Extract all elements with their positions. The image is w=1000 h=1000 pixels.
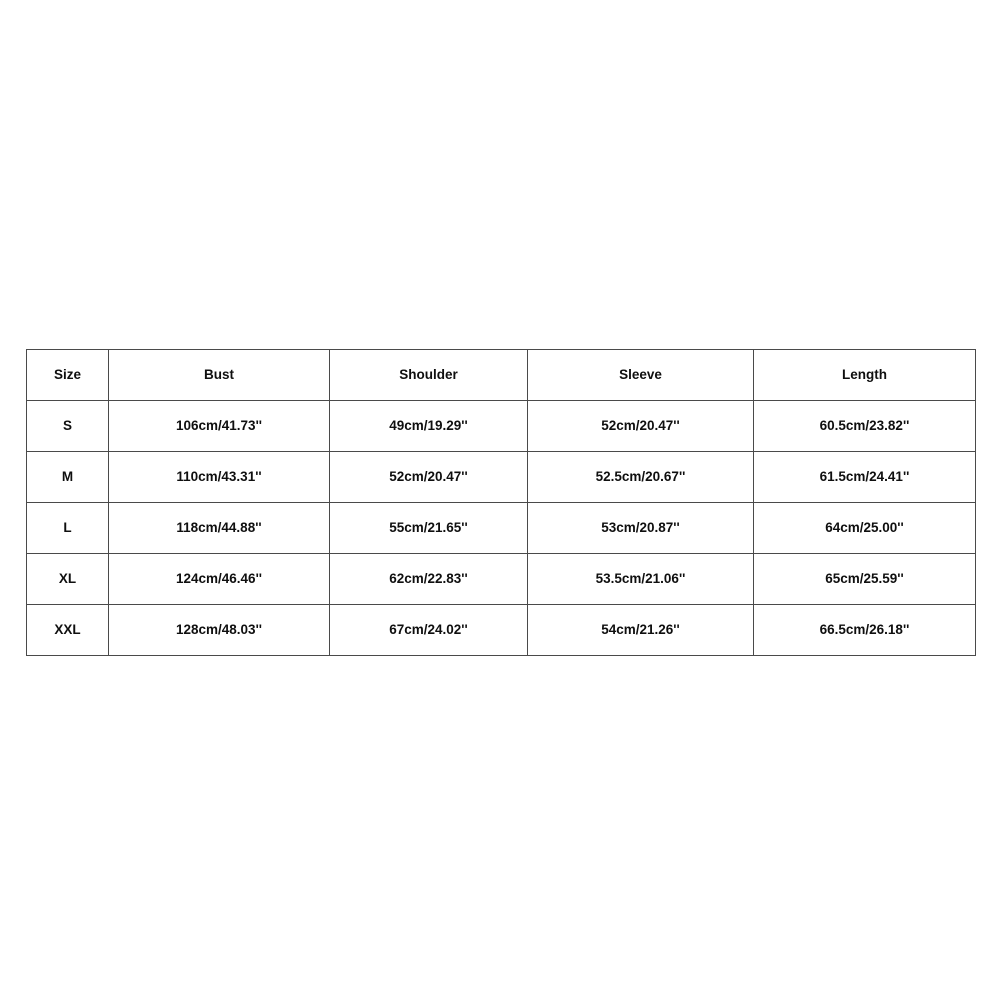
column-header-length: Length: [754, 350, 976, 401]
size-chart-container: [26, 349, 975, 656]
cell-length: 60.5cm/23.82'': [754, 401, 976, 452]
table-row: [27, 605, 976, 656]
cell-sleeve: 53cm/20.87'': [528, 503, 754, 554]
cell-size: S: [27, 401, 109, 452]
cell-size: L: [27, 503, 109, 554]
cell-bust: 128cm/48.03'': [109, 605, 330, 656]
cell-shoulder: 67cm/24.02'': [330, 605, 528, 656]
column-header-sleeve: Sleeve: [528, 350, 754, 401]
cell-length: 66.5cm/26.18'': [754, 605, 976, 656]
table-row: [27, 554, 976, 605]
size-chart-table: [26, 349, 976, 656]
cell-shoulder: 62cm/22.83'': [330, 554, 528, 605]
table-row: [27, 452, 976, 503]
cell-size: M: [27, 452, 109, 503]
column-header-size: Size: [27, 350, 109, 401]
cell-sleeve: 52cm/20.47'': [528, 401, 754, 452]
cell-shoulder: 49cm/19.29'': [330, 401, 528, 452]
column-header-bust: Bust: [109, 350, 330, 401]
table-row: [27, 401, 976, 452]
cell-bust: 106cm/41.73'': [109, 401, 330, 452]
size-chart-body: [27, 401, 976, 656]
table-row: [27, 503, 976, 554]
table-header-row: [27, 350, 976, 401]
cell-sleeve: 53.5cm/21.06'': [528, 554, 754, 605]
cell-length: 65cm/25.59'': [754, 554, 976, 605]
size-chart-header: [27, 350, 976, 401]
cell-bust: 124cm/46.46'': [109, 554, 330, 605]
cell-length: 61.5cm/24.41'': [754, 452, 976, 503]
cell-size: XXL: [27, 605, 109, 656]
cell-shoulder: 55cm/21.65'': [330, 503, 528, 554]
cell-bust: 110cm/43.31'': [109, 452, 330, 503]
cell-sleeve: 54cm/21.26'': [528, 605, 754, 656]
cell-shoulder: 52cm/20.47'': [330, 452, 528, 503]
cell-bust: 118cm/44.88'': [109, 503, 330, 554]
cell-sleeve: 52.5cm/20.67'': [528, 452, 754, 503]
column-header-shoulder: Shoulder: [330, 350, 528, 401]
cell-length: 64cm/25.00'': [754, 503, 976, 554]
cell-size: XL: [27, 554, 109, 605]
